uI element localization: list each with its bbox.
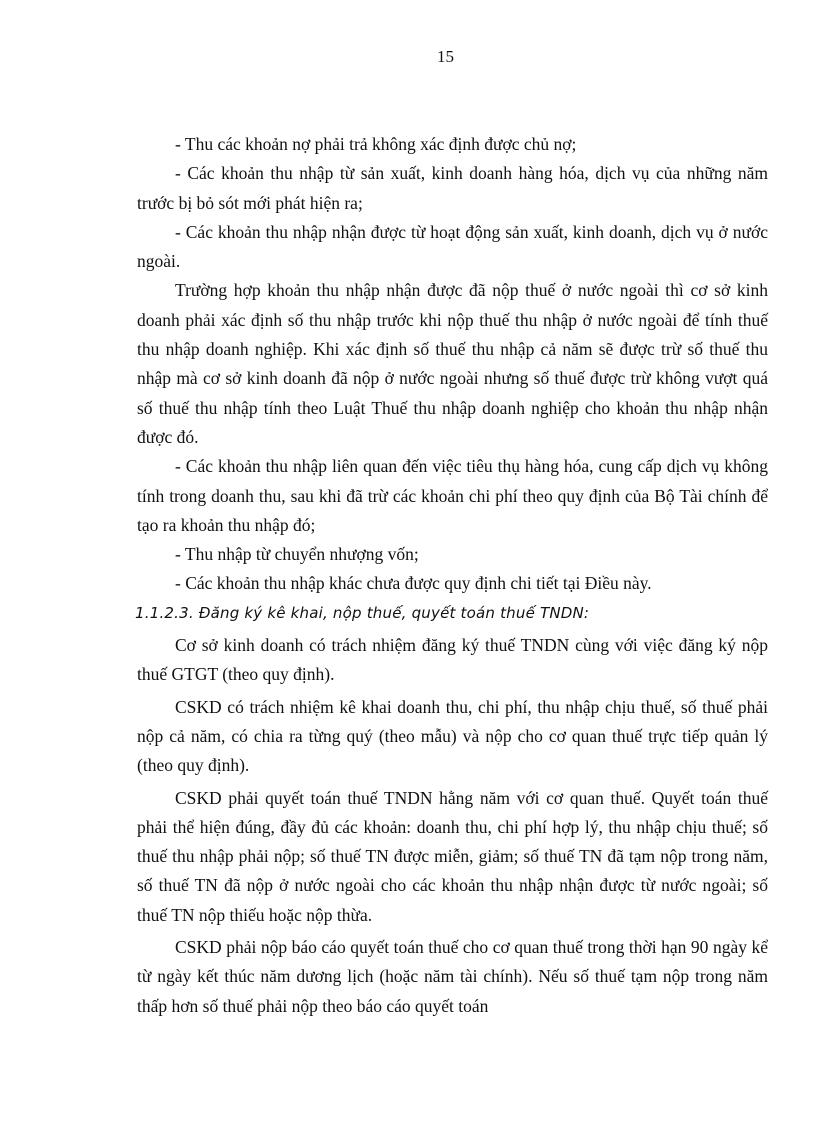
paragraph-declaration: CSKD có trách nhiệm kê khai doanh thu, chi phí, thu nhập chịu thuế, số thuế phải nộp cả năm, có chia ra từng quý (theo mẫu) và nộp cho cơ quan thuế trực tiếp quản lý (theo quy định). (137, 696, 768, 776)
paragraph-bullet-payables: - Thu các khoản nợ phải trả không xác định được chủ nợ; (175, 134, 577, 154)
paragraph-bullet-capital-transfer: - Thu nhập từ chuyển nhượng vốn; (175, 544, 419, 565)
paragraph-settlement-deadline: CSKD phải nộp báo cáo quyết toán thuế cho cơ quan thuế trong thời hạn 90 ngày kể từ ngày kết thúc năm dương lịch (hoặc năm tài chính). Nếu số thuế tạm nộp trong năm thấp hơn số thuế phải nộp theo báo cáo quyết toán (137, 937, 768, 1016)
document-body (137, 130, 768, 1021)
page-number: 15 (437, 47, 454, 66)
page-number-container (0, 47, 816, 67)
section-heading: 1.1.2.3. Đăng ký kê khai, nộp thuế, quyết toán thuế TNDN: (135, 603, 590, 622)
paragraph-bullet-other-income: - Các khoản thu nhập khác chưa được quy định chi tiết tại Điều này. (175, 573, 652, 594)
paragraph-foreign-tax-credit: Trường hợp khoản thu nhập nhận được đã nộp thuế ở nước ngoài thì cơ sở kinh doanh phải xác định số thu nhập trước khi nộp thuế thu nhập ở nước ngoài để tính thuế thu nhập doanh nghiệp. Khi xác định số thuế thu nhập cả năm sẽ được trừ số thuế thu nhập mà cơ sở kinh doanh đã nộp ở nước ngoài nhưng số thuế được trừ không vượt quá số thuế thu nhập tính theo Luật Thuế thu nhập doanh nghiệp cho khoản thu nhập nhận được đó. (137, 280, 768, 447)
paragraph-bullet-foreign-income: - Các khoản thu nhập nhận được từ hoạt động sản xuất, kinh doanh, dịch vụ ở nước ngoài. (137, 221, 768, 272)
paragraph-bullet-omitted-income: - Các khoản thu nhập từ sản xuất, kinh doanh hàng hóa, dịch vụ của những năm trước bị bỏ sót mới phát hiện ra; (137, 163, 768, 213)
paragraph-settlement: CSKD phải quyết toán thuế TNDN hằng năm với cơ quan thuế. Quyết toán thuế phải thể hiện đúng, đầy đủ các khoản: doanh thu, chi phí hợp lý, thu nhập chịu thuế; số thuế thu nhập phải nộp; số thuế TN được miễn, giảm; số thuế TN đã tạm nộp trong năm, số thuế TN đã nộp ở nước ngoài cho các khoản thu nhập nhận được từ nước ngoài; số thuế TN nộp thiếu hoặc nộp thừa. (137, 787, 768, 925)
paragraph-registration: Cơ sở kinh doanh có trách nhiệm đăng ký thuế TNDN cùng với việc đăng ký nộp thuế GTGT (theo quy định). (137, 635, 768, 685)
paragraph-bullet-related-income: - Các khoản thu nhập liên quan đến việc tiêu thụ hàng hóa, cung cấp dịch vụ không tính trong doanh thu, sau khi đã trừ các khoản chi phí theo quy định của Bộ Tài chính để tạo ra khoản thu nhập đó; (137, 456, 768, 535)
